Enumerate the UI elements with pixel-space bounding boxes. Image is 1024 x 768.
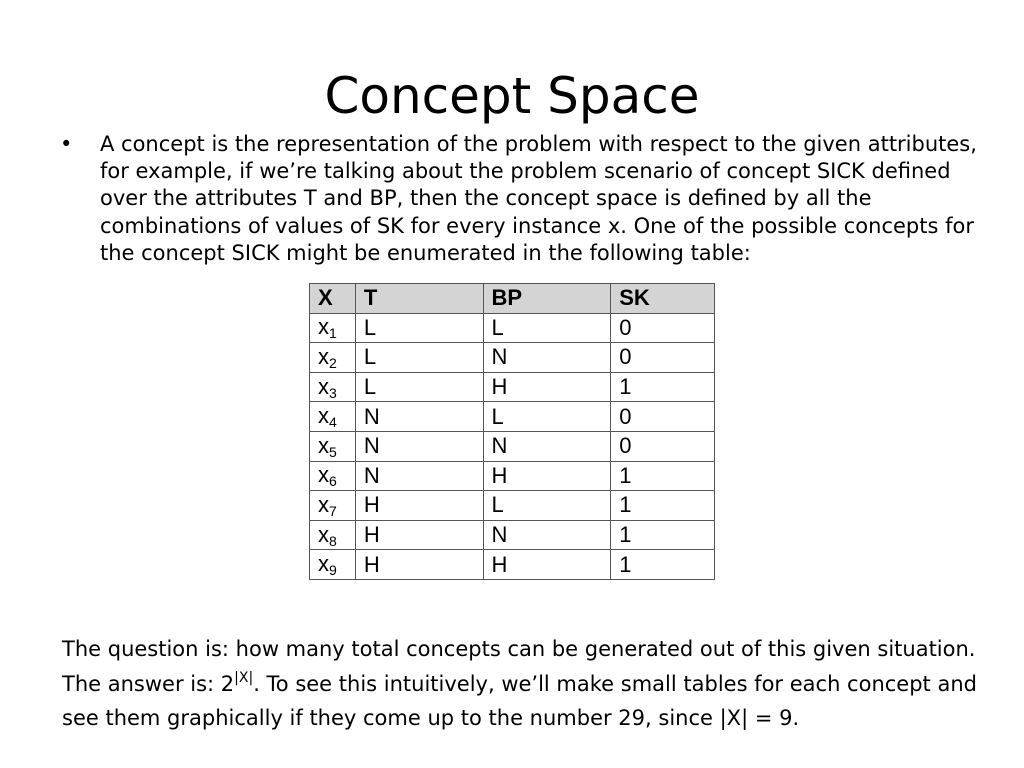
cell-sk: 1 xyxy=(611,491,715,521)
instance-letter: x xyxy=(318,462,329,488)
cell-bp: N xyxy=(483,343,611,373)
cell-t: L xyxy=(355,372,483,402)
cell-sk: 1 xyxy=(611,372,715,402)
question-paragraph xyxy=(62,632,1002,736)
instance-index: 1 xyxy=(329,325,337,342)
cell-instance xyxy=(310,461,356,491)
header-t: T xyxy=(355,284,483,314)
instance-index: 9 xyxy=(329,562,337,579)
question-text-end: . To see this intuitively, we’ll make small tables for each concept and see them graphically if they come up to the number 29, since |X| = 9. xyxy=(62,671,977,730)
instance-index: 8 xyxy=(329,532,337,549)
table-row xyxy=(310,520,715,550)
instance-index: 4 xyxy=(329,414,337,431)
cell-instance xyxy=(310,431,356,461)
cell-t: H xyxy=(355,550,483,580)
question-text-start: The question is: how many total concepts can be generated out of this given situation. The answer is: 2 xyxy=(62,637,976,696)
table-row xyxy=(310,431,715,461)
table-row xyxy=(310,461,715,491)
instance-index: 5 xyxy=(329,443,337,460)
table-row xyxy=(310,491,715,521)
header-bp: BP xyxy=(483,284,611,314)
table-row xyxy=(310,402,715,432)
instance-letter: x xyxy=(318,491,329,517)
cell-t: H xyxy=(355,520,483,550)
cell-instance xyxy=(310,313,356,343)
cell-bp: L xyxy=(483,313,611,343)
bullet-text: A concept is the representation of the problem with respect to the given attributes, for example, if we’re talking about the problem scenario of concept SICK defined over the attributes T and BP, then the concept space is defined by all the combinations of values of SK for every instance x. One of the possible concepts for the concept SICK might be enumerated in the following table: xyxy=(100,132,977,265)
instance-letter: x xyxy=(318,551,329,577)
cell-instance xyxy=(310,520,356,550)
answer-exponent: |X| xyxy=(234,669,254,686)
slide-title: Concept Space xyxy=(324,67,700,125)
instance-index: 2 xyxy=(329,354,337,371)
instance-index: 6 xyxy=(329,473,337,490)
cell-sk: 1 xyxy=(611,520,715,550)
cell-instance xyxy=(310,372,356,402)
cell-sk: 0 xyxy=(611,343,715,373)
concept-table xyxy=(309,283,715,580)
cell-bp: L xyxy=(483,491,611,521)
instance-letter: x xyxy=(318,432,329,458)
header-sk: SK xyxy=(611,284,715,314)
cell-t: N xyxy=(355,461,483,491)
cell-t: N xyxy=(355,431,483,461)
cell-instance xyxy=(310,343,356,373)
instance-letter: x xyxy=(318,314,329,340)
table-row xyxy=(310,343,715,373)
instance-letter: x xyxy=(318,343,329,369)
table-header-row xyxy=(310,284,715,314)
cell-bp: N xyxy=(483,520,611,550)
table-row xyxy=(310,313,715,343)
instance-letter: x xyxy=(318,403,329,429)
cell-bp: L xyxy=(483,402,611,432)
cell-bp: H xyxy=(483,550,611,580)
cell-sk: 1 xyxy=(611,550,715,580)
cell-sk: 0 xyxy=(611,431,715,461)
table-row xyxy=(310,372,715,402)
cell-bp: H xyxy=(483,461,611,491)
cell-bp: N xyxy=(483,431,611,461)
cell-t: N xyxy=(355,402,483,432)
cell-t: L xyxy=(355,343,483,373)
cell-instance xyxy=(310,491,356,521)
instance-index: 7 xyxy=(329,502,337,519)
cell-sk: 0 xyxy=(611,313,715,343)
instance-letter: x xyxy=(318,521,329,547)
table-row xyxy=(310,550,715,580)
header-x: X xyxy=(310,284,356,314)
cell-bp: H xyxy=(483,372,611,402)
cell-t: L xyxy=(355,313,483,343)
cell-t: H xyxy=(355,491,483,521)
cell-sk: 0 xyxy=(611,402,715,432)
cell-sk: 1 xyxy=(611,461,715,491)
cell-instance xyxy=(310,550,356,580)
bullet-dot-icon: • xyxy=(60,132,73,156)
cell-instance xyxy=(310,402,356,432)
bullet-point xyxy=(60,131,977,267)
instance-index: 3 xyxy=(329,384,337,401)
instance-letter: x xyxy=(318,373,329,399)
